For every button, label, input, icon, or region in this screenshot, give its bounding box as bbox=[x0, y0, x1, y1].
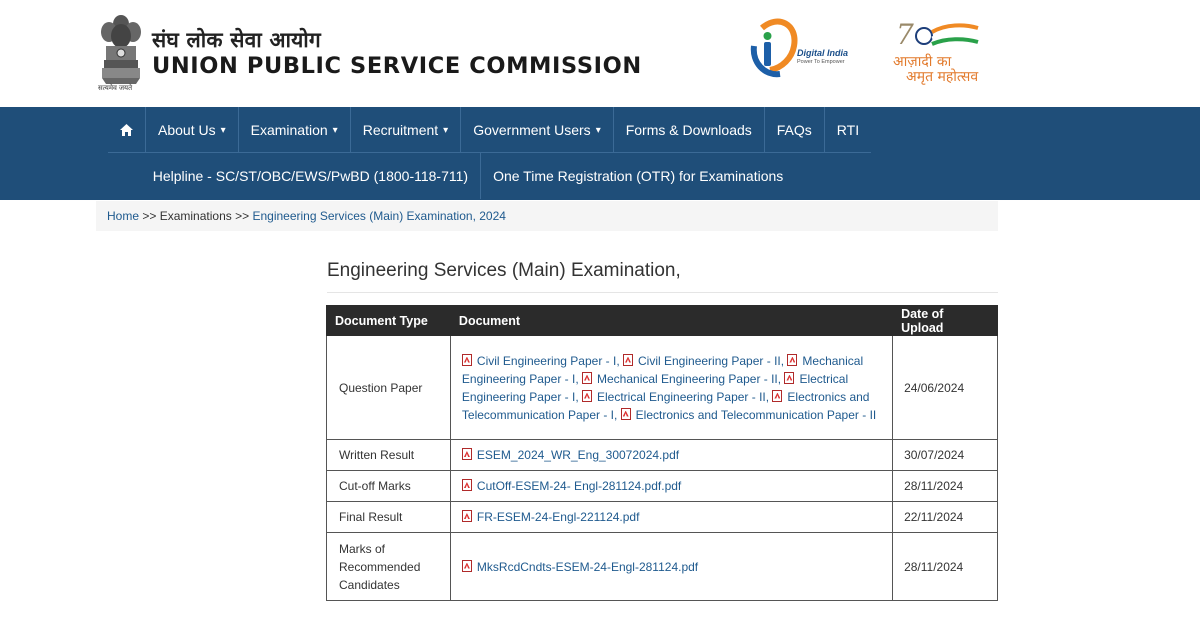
nav-examination-label: Examination bbox=[250, 122, 328, 138]
pdf-icon bbox=[462, 354, 472, 366]
nav-government-users-label: Government Users bbox=[473, 122, 591, 138]
nav-recruitment[interactable] bbox=[351, 107, 462, 153]
nav-otr[interactable]: One Time Registration (OTR) for Examinations bbox=[493, 168, 784, 184]
column-header-document-type: Document Type bbox=[327, 306, 451, 336]
chevron-down-icon: ▾ bbox=[332, 124, 338, 136]
pdf-icon bbox=[462, 510, 472, 522]
pdf-icon bbox=[787, 354, 797, 366]
cell-documents bbox=[450, 502, 892, 533]
site-title-hindi[interactable]: संघ लोक सेवा आयोग bbox=[152, 28, 321, 52]
document-link[interactable]: FR-ESEM-24-Engl-221124.pdf bbox=[476, 510, 640, 524]
pdf-icon bbox=[772, 390, 782, 402]
table-row bbox=[327, 533, 998, 601]
svg-text:7: 7 bbox=[896, 18, 914, 51]
document-link[interactable]: Electrical Engineering Paper - I bbox=[461, 371, 849, 404]
breadcrumb-separator: >> bbox=[235, 209, 250, 223]
table-row bbox=[327, 502, 998, 533]
nav-examination[interactable] bbox=[239, 107, 351, 153]
pdf-icon bbox=[623, 354, 633, 366]
cell-date: 28/11/2024 bbox=[893, 533, 998, 601]
cell-documents bbox=[450, 440, 892, 471]
pdf-icon bbox=[462, 560, 472, 572]
document-link[interactable]: CutOff-ESEM-24- Engl-281124.pdf.pdf bbox=[476, 479, 682, 493]
nav-rti-label: RTI bbox=[836, 122, 860, 138]
column-header-document: Document bbox=[450, 306, 892, 336]
nav-about-us[interactable] bbox=[146, 107, 239, 153]
nav-about-us-label: About Us bbox=[158, 122, 216, 138]
cell-document-type: Written Result bbox=[327, 440, 451, 471]
pdf-icon bbox=[462, 448, 472, 460]
nav-faqs[interactable] bbox=[765, 107, 825, 153]
breadcrumb-current-link[interactable]: Engineering Services (Main) Examination, 2024 bbox=[252, 209, 506, 223]
site-title-english[interactable]: UNION PUBLIC SERVICE COMMISSION bbox=[152, 53, 642, 79]
pdf-icon bbox=[582, 390, 592, 402]
emblem-caption: सत्यमेव जयते bbox=[98, 85, 133, 92]
azadi-text-line1: आज़ादी का bbox=[893, 54, 952, 70]
document-link[interactable]: Electronics and Telecommunication Paper - I bbox=[461, 389, 870, 422]
chevron-down-icon: ▾ bbox=[595, 124, 601, 136]
site-header bbox=[0, 0, 1200, 107]
document-link[interactable]: ESEM_2024_WR_Eng_30072024.pdf bbox=[476, 448, 680, 462]
breadcrumb-separator: >> bbox=[142, 209, 157, 223]
document-link[interactable]: Civil Engineering Paper - I bbox=[476, 353, 617, 368]
nav-helpline[interactable]: Helpline - SC/ST/OBC/EWS/PwBD (1800-118-711) bbox=[141, 153, 481, 199]
pdf-icon bbox=[582, 372, 592, 384]
nav-faqs-label: FAQs bbox=[776, 122, 812, 138]
chevron-down-icon: ▾ bbox=[443, 124, 449, 136]
cell-document-type: Question Paper bbox=[327, 336, 451, 440]
document-link[interactable]: MksRcdCndts-ESEM-24-Engl-281124.pdf bbox=[476, 559, 699, 574]
national-emblem-icon[interactable] bbox=[96, 10, 146, 92]
table-header-row bbox=[327, 306, 998, 336]
pdf-icon bbox=[462, 479, 472, 491]
main-navigation bbox=[0, 107, 1200, 200]
nav-government-users[interactable] bbox=[461, 107, 614, 153]
cell-documents bbox=[450, 533, 892, 601]
cell-date: 28/11/2024 bbox=[893, 471, 998, 502]
azadi-text-line2: अमृत महोत्सव bbox=[906, 69, 979, 85]
title-divider bbox=[327, 292, 998, 293]
table-row bbox=[327, 471, 998, 502]
nav-rti[interactable] bbox=[825, 107, 871, 153]
documents-table bbox=[326, 305, 998, 601]
table-row bbox=[327, 336, 998, 440]
nav-recruitment-label: Recruitment bbox=[362, 122, 439, 138]
cell-documents: Civil Engineering Paper - I, Civil Engineering Paper - II, Mechanical Engineering Paper - I, Mechanical Engineering Paper - II, Electrical Engineering Paper - I, Electrical Engineering Paper - II, Electronics and Telecommunication Paper - I, Electronics and Telecommunication Paper - II bbox=[450, 336, 892, 440]
cell-documents bbox=[450, 471, 892, 502]
home-icon bbox=[120, 124, 133, 136]
cell-date: 22/11/2024 bbox=[893, 502, 998, 533]
nav-forms-downloads-label: Forms & Downloads bbox=[625, 122, 752, 138]
pdf-icon bbox=[621, 408, 631, 420]
pdf-icon bbox=[784, 372, 794, 384]
table-row bbox=[327, 440, 998, 471]
nav-home[interactable] bbox=[108, 107, 146, 153]
chevron-down-icon: ▾ bbox=[220, 124, 226, 136]
page-title: Engineering Services (Main) Examination, bbox=[327, 260, 681, 281]
cell-document-type: Final Result bbox=[327, 502, 451, 533]
breadcrumb-examinations: Examinations bbox=[159, 209, 232, 223]
nav-forms-downloads[interactable] bbox=[614, 107, 765, 153]
cell-document-type: Marks of Recommended Candidates bbox=[327, 533, 451, 601]
nav-primary-row bbox=[108, 107, 871, 153]
document-link[interactable]: Electrical Engineering Paper - II bbox=[597, 389, 766, 404]
document-link[interactable]: Electronics and Telecommunication Paper - II bbox=[635, 407, 877, 422]
document-link[interactable]: Mechanical Engineering Paper - II bbox=[597, 371, 778, 386]
nav-secondary-row bbox=[108, 153, 828, 199]
breadcrumb-home-link[interactable]: Home bbox=[107, 209, 140, 223]
cell-date: 24/06/2024 bbox=[893, 336, 998, 440]
cell-document-type: Cut-off Marks bbox=[327, 471, 451, 502]
digital-india-tagline: Power To Empower bbox=[797, 59, 845, 65]
cell-date: 30/07/2024 bbox=[893, 440, 998, 471]
digital-india-text: Digital India bbox=[797, 48, 849, 58]
breadcrumb bbox=[96, 201, 998, 231]
document-link[interactable]: Civil Engineering Paper - II bbox=[638, 353, 781, 368]
document-link[interactable]: Mechanical Engineering Paper - I bbox=[461, 353, 864, 386]
column-header-date-of-upload: Date of Upload bbox=[893, 306, 998, 336]
